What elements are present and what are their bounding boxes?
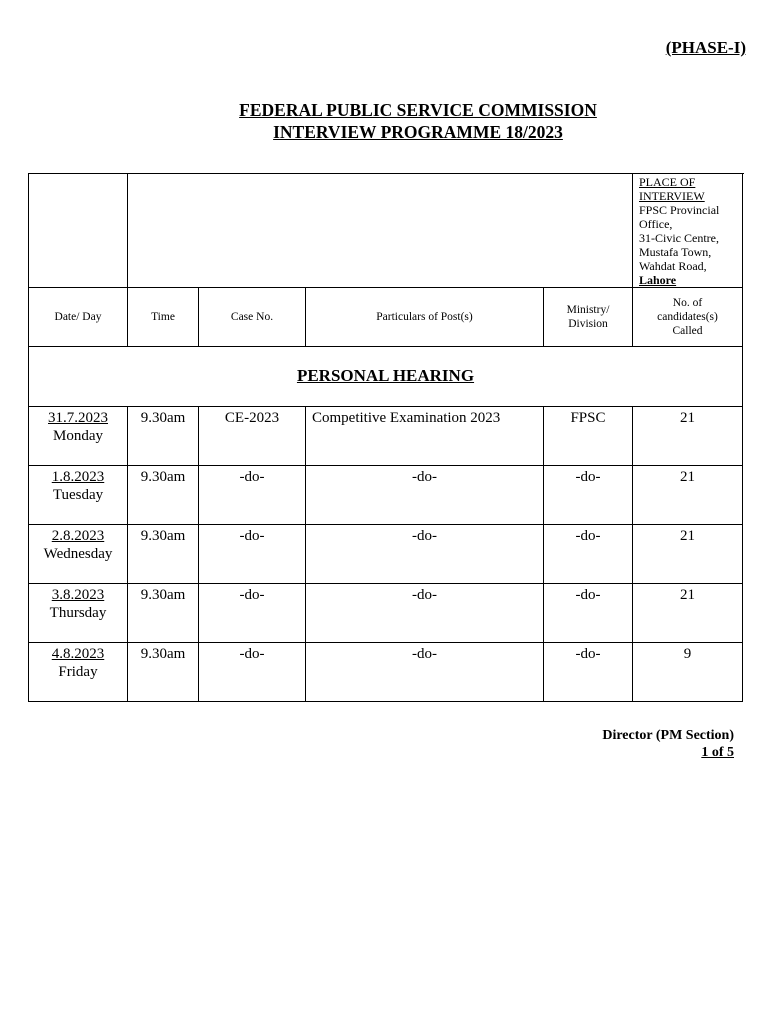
col-header-case: Case No. [199,288,306,347]
particulars-cell: -do- [306,466,544,525]
col-header-time: Time [128,288,199,347]
section-cell [29,347,743,407]
ministry-header-line-2: Division [568,318,608,330]
ministry-cell: FPSC [544,407,633,466]
row-date: 1.8.2023 [51,469,105,485]
row-day: Friday [58,664,98,680]
case-cell: -do- [199,643,306,702]
signature-block [602,727,734,761]
place-line-1: FPSC Provincial Office, [639,203,720,231]
place-city: Lahore [639,273,677,287]
empty-cell [29,174,128,288]
time-cell: 9.30am [128,407,199,466]
count-cell: 21 [633,466,743,525]
ministry-cell: -do- [544,525,633,584]
particulars-cell: -do- [306,525,544,584]
table-row [29,466,743,525]
count-cell: 21 [633,584,743,643]
table-row [29,407,743,466]
table-row [29,525,743,584]
case-cell: -do- [199,584,306,643]
time-cell: 9.30am [128,643,199,702]
place-heading: PLACE OF INTERVIEW [639,175,705,203]
count-header-line-1: No. of [672,297,703,309]
col-header-ministry [544,288,633,347]
row-day: Tuesday [52,487,104,503]
table-row [29,584,743,643]
ministry-header-line-1: Ministry/ [566,304,610,316]
row-date: 2.8.2023 [51,528,105,544]
place-street: Wahdat Road, [639,259,707,273]
time-cell: 9.30am [128,466,199,525]
table-row [29,643,743,702]
time-cell: 9.30am [128,584,199,643]
document-title [0,99,768,143]
row-day: Wednesday [43,546,113,562]
row-date: 3.8.2023 [51,587,105,603]
col-header-count [633,288,743,347]
row-day: Thursday [49,605,107,621]
place-row [29,174,743,288]
count-cell: 9 [633,643,743,702]
ministry-cell: -do- [544,584,633,643]
row-date: 31.7.2023 [48,410,108,426]
place-line-3 [639,259,738,287]
count-cell: 21 [633,407,743,466]
row-date: 4.8.2023 [51,646,105,662]
count-cell: 21 [633,525,743,584]
case-cell: -do- [199,466,306,525]
case-cell: -do- [199,525,306,584]
col-header-particulars: Particulars of Post(s) [306,288,544,347]
date-cell [29,466,128,525]
section-title: PERSONAL HEARING [296,366,475,385]
date-cell [29,407,128,466]
count-header-line-3: Called [672,325,703,337]
particulars-cell: -do- [306,643,544,702]
section-row [29,347,743,407]
signatory-title: Director (PM Section) [602,728,734,743]
title-line-1: FEDERAL PUBLIC SERVICE COMMISSION [239,100,597,120]
column-header-row [29,288,743,347]
date-cell [29,584,128,643]
ministry-cell: -do- [544,643,633,702]
particulars-cell: Competitive Examination 2023 [306,407,544,466]
row-day: Monday [53,428,103,444]
title-line-2: INTERVIEW PROGRAMME 18/2023 [273,122,563,142]
particulars-cell: -do- [306,584,544,643]
phase-label: (PHASE-I) [665,38,746,57]
case-cell: CE-2023 [199,407,306,466]
place-line-2: 31-Civic Centre, Mustafa Town, [639,231,719,259]
col-header-date: Date/ Day [29,288,128,347]
date-cell [29,643,128,702]
ministry-cell: -do- [544,466,633,525]
page-number: 1 of 5 [701,745,734,760]
date-cell [29,525,128,584]
count-header-line-2: candidates(s) [657,311,718,323]
interview-schedule-table [28,173,743,702]
time-cell: 9.30am [128,525,199,584]
empty-cell [128,174,633,288]
place-of-interview [633,174,743,288]
